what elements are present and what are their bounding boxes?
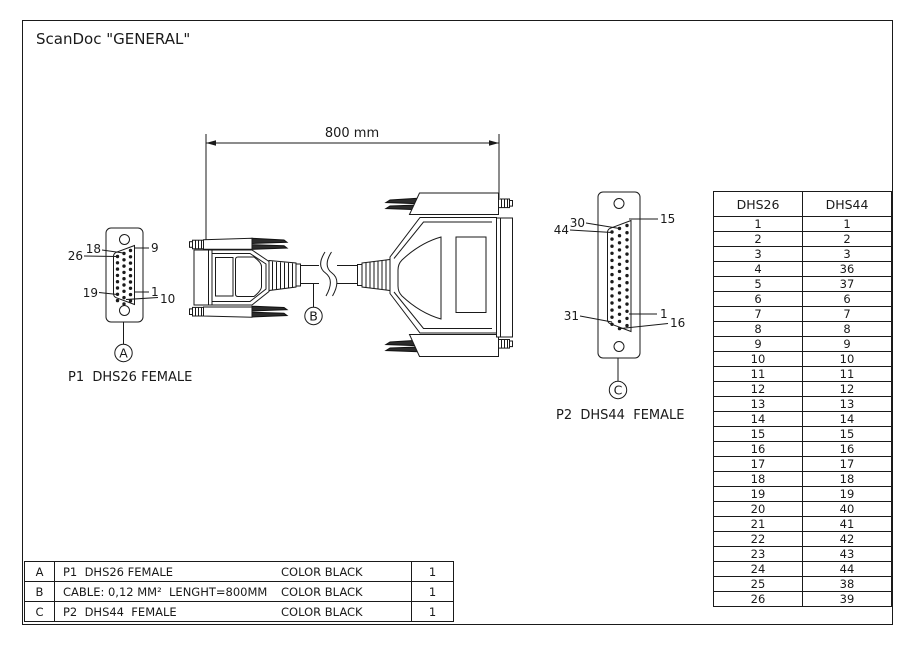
p2-pin-label-44: 44 (553, 223, 569, 237)
pin-dot (116, 286, 119, 289)
pin-dot (618, 241, 621, 244)
pin-dot (618, 313, 621, 316)
pin-dot (122, 271, 125, 274)
pin-table-cell: 16 (714, 442, 803, 457)
pin-table-cell: 12 (803, 382, 892, 397)
p1-jackscrew-top (252, 238, 287, 243)
pin-table-header-row (714, 192, 892, 217)
bom-row (25, 562, 454, 582)
pin-table-cell: 15 (714, 427, 803, 442)
bom-cell: 1 (412, 582, 454, 602)
pin-table-cell: 6 (803, 292, 892, 307)
pin-dot (625, 267, 628, 270)
p2-pin-label-30: 30 (569, 216, 585, 230)
p1-jackscrew-bottom (252, 306, 287, 311)
pin-table-row (714, 307, 892, 322)
pin-dot (129, 255, 132, 258)
p2-flange-top-edge (410, 193, 499, 215)
pin-table-cell: 22 (714, 532, 803, 547)
pin-table-cell: 20 (714, 502, 803, 517)
pin-table-cell: 11 (803, 367, 892, 382)
pin-dot (122, 252, 125, 255)
dimension-arrow-left (206, 140, 216, 145)
pin-table-row (714, 562, 892, 577)
pin-table-row (714, 487, 892, 502)
pin-dot (625, 231, 628, 234)
pin-dot (129, 274, 132, 277)
p1-flange-top-edge (204, 238, 253, 249)
pin-table-cell: 10 (803, 352, 892, 367)
p2-mating-flange (497, 218, 513, 337)
pin-dot (129, 268, 132, 271)
pin-table-row (714, 322, 892, 337)
p2-screw-hole-top (614, 199, 624, 209)
page-title: ScanDoc "GENERAL" (36, 30, 191, 48)
pin-table-cell: 37 (803, 277, 892, 292)
pin-dot (122, 296, 125, 299)
pin-table-cell: 10 (714, 352, 803, 367)
pin-table-cell: 40 (803, 502, 892, 517)
pin-dot (122, 290, 125, 293)
pin-table-row (714, 352, 892, 367)
cable-assembly-right-backshell (358, 193, 513, 357)
pin-dot (618, 277, 621, 280)
pin-table-body (714, 217, 892, 607)
pin-dot (625, 281, 628, 284)
pin-table-row (714, 532, 892, 547)
p1-pin-label-1: 1 (151, 285, 159, 299)
pin-table-cell: 8 (714, 322, 803, 337)
p2-jackscrew-top (386, 198, 418, 203)
pin-dot (122, 302, 125, 305)
cable-assembly-left-backshell (190, 238, 301, 317)
p1-screw-hole-bottom (120, 306, 130, 316)
pin-dot (129, 249, 132, 252)
bom-cell: B (25, 582, 55, 602)
pin-table-cell: 13 (714, 397, 803, 412)
pin-dot (610, 245, 613, 248)
pin-dot (625, 238, 628, 241)
dimension-arrow-right (489, 140, 499, 145)
pin-table-cell: 16 (803, 442, 892, 457)
pin-dot (618, 320, 621, 323)
pin-table-row (714, 457, 892, 472)
pin-dot (618, 284, 621, 287)
pin-dot (618, 327, 621, 330)
pin-table-row (714, 217, 892, 232)
pin-dot (618, 248, 621, 251)
pin-table-cell: 21 (714, 517, 803, 532)
pin-dot (625, 317, 628, 320)
pin-table-cell: 42 (803, 532, 892, 547)
pin-table-cell: 19 (714, 487, 803, 502)
pin-table-row (714, 367, 892, 382)
pin-table-row (714, 262, 892, 277)
p1-jackscrew-top2 (252, 245, 287, 250)
pin-table-cell: 39 (803, 592, 892, 607)
pin-dot (618, 291, 621, 294)
p1-screw-hole-top (120, 235, 130, 245)
pin-dot (610, 294, 613, 297)
pin-table-cell: 3 (803, 247, 892, 262)
p2-screw-hole-bottom (614, 342, 624, 352)
pin-table-cell: 11 (714, 367, 803, 382)
p1-pin-label-9: 9 (151, 241, 159, 255)
pin-dot (610, 259, 613, 262)
balloon-c-label: C (613, 382, 623, 398)
pin-table-row (714, 547, 892, 562)
pin-dot (122, 264, 125, 267)
pin-dot (625, 245, 628, 248)
pin-table-cell: 2 (714, 232, 803, 247)
pin-dot (610, 308, 613, 311)
pin-dot (129, 280, 132, 283)
dimension-label: 800 mm (324, 126, 380, 141)
p2-pin-label-16: 16 (670, 316, 686, 330)
p1-pin-label-26: 26 (67, 249, 83, 263)
bom-cell: 1 (412, 602, 454, 622)
pin-dot (625, 324, 628, 327)
pin-table-cell: 44 (803, 562, 892, 577)
pin-dot (116, 274, 119, 277)
pin-table-cell: 14 (803, 412, 892, 427)
p1-jackscrew-bottom2 (252, 312, 287, 317)
pin-table-row (714, 382, 892, 397)
p2-flange-bottom-edge (410, 335, 499, 357)
pin-table-row (714, 592, 892, 607)
pin-table-row (714, 247, 892, 262)
bom-row (25, 582, 454, 602)
cable-break-symbol (321, 252, 331, 296)
pin-table-cell: 36 (803, 262, 892, 277)
p1-pin-label-19: 19 (82, 286, 98, 300)
pin-table-row (714, 577, 892, 592)
connector-p2-caption: P2 DHS44 FEMALE (556, 408, 685, 423)
pin-table-row (714, 472, 892, 487)
pin-table-cell: 23 (714, 547, 803, 562)
pin-dot (116, 261, 119, 264)
pin-mapping-table (713, 191, 892, 607)
pin-dot (116, 267, 119, 270)
pin-table-cell: 41 (803, 517, 892, 532)
pin-table-cell: 12 (714, 382, 803, 397)
pin-dot (610, 323, 613, 326)
pin-table-row (714, 232, 892, 247)
pin-table-cell: 19 (803, 487, 892, 502)
p2-pin-label-15: 15 (660, 212, 676, 226)
pin-table-cell: 7 (714, 307, 803, 322)
p2-front-face (456, 237, 486, 313)
balloon-b-label: B (309, 308, 318, 324)
bom-cell: CABLE: 0,12 MM² LENGHT=800MM COLOR BLACK (55, 582, 412, 602)
pin-dot (618, 305, 621, 308)
bom-cell: A (25, 562, 55, 582)
pin-dot (610, 301, 613, 304)
bom-table-body (25, 562, 454, 622)
pin-table-cell: 4 (714, 262, 803, 277)
pin-dot (618, 270, 621, 273)
pin-table-cell: 1 (803, 217, 892, 232)
pin-dot (610, 273, 613, 276)
pin-table-header-dhs26: DHS26 (714, 192, 803, 217)
pin-dot (625, 288, 628, 291)
bom-cell: C (25, 602, 55, 622)
pin-dot (610, 266, 613, 269)
p1-pin-label-18: 18 (85, 242, 101, 256)
pin-table-cell: 5 (714, 277, 803, 292)
pin-table-cell: 8 (803, 322, 892, 337)
pin-table-row (714, 292, 892, 307)
pin-dot (625, 224, 628, 227)
pin-table-cell: 43 (803, 547, 892, 562)
p1-shell-side (216, 258, 234, 297)
p1-flange-bottom-edge (204, 307, 253, 317)
pin-table-cell: 7 (803, 307, 892, 322)
bom-cell: P2 DHS44 FEMALE COLOR BLACK (55, 602, 412, 622)
pin-table-cell: 13 (803, 397, 892, 412)
balloon-a-label: A (119, 345, 128, 361)
pin-table-cell: 26 (714, 592, 803, 607)
pin-dot (618, 298, 621, 301)
pin-table-header-dhs44: DHS44 (803, 192, 892, 217)
p1-strain-relief (269, 261, 296, 291)
pin-table-row (714, 412, 892, 427)
bom-cell: 1 (412, 562, 454, 582)
bom-table (24, 561, 454, 622)
pin-table-row (714, 277, 892, 292)
bom-row (25, 602, 454, 622)
pin-dot (129, 287, 132, 290)
bom-cell: P1 DHS26 FEMALE COLOR BLACK (55, 562, 412, 582)
pin-dot (618, 255, 621, 258)
pin-table-cell: 1 (714, 217, 803, 232)
pin-dot (618, 263, 621, 266)
pin-table-row (714, 397, 892, 412)
pin-table-cell: 2 (803, 232, 892, 247)
pin-dot (610, 280, 613, 283)
p2-jackscrew-bottom2 (386, 347, 418, 352)
pin-table-cell: 9 (714, 337, 803, 352)
pin-dot (129, 293, 132, 296)
pin-dot (625, 302, 628, 305)
pin-dot (129, 261, 132, 264)
connector-p1-caption: P1 DHS26 FEMALE (68, 370, 193, 385)
pin-table-cell: 17 (714, 457, 803, 472)
p2-pin-label-31: 31 (563, 309, 579, 323)
pin-table-cell: 6 (714, 292, 803, 307)
pin-dot (122, 283, 125, 286)
pin-table-row (714, 337, 892, 352)
pin-dot (625, 252, 628, 255)
pin-table-cell: 18 (803, 472, 892, 487)
p1-pin-label-10: 10 (160, 292, 176, 306)
pin-table-row (714, 427, 892, 442)
pin-table-cell: 14 (714, 412, 803, 427)
pin-dot (625, 295, 628, 298)
pin-dot (116, 299, 119, 302)
pin-dot (618, 234, 621, 237)
pin-table-cell: 3 (714, 247, 803, 262)
pin-dot (610, 287, 613, 290)
pin-table-row (714, 442, 892, 457)
pin-table-cell: 38 (803, 577, 892, 592)
p2-pin-label-1: 1 (660, 307, 668, 321)
pin-dot (625, 274, 628, 277)
pin-dot (610, 237, 613, 240)
p1-mating-flange (194, 250, 212, 305)
pin-table-cell: 9 (803, 337, 892, 352)
pin-dot (116, 280, 119, 283)
pin-dot (610, 316, 613, 319)
pin-table-cell: 18 (714, 472, 803, 487)
pin-table-row (714, 517, 892, 532)
pin-dot (122, 258, 125, 261)
pin-table-cell: 15 (803, 427, 892, 442)
pin-dot (610, 252, 613, 255)
pin-table-row (714, 502, 892, 517)
pin-table-cell: 17 (803, 457, 892, 472)
pin-table-cell: 24 (714, 562, 803, 577)
pin-dot (625, 310, 628, 313)
pin-table-cell: 25 (714, 577, 803, 592)
pin-dot (122, 277, 125, 280)
pin-dot (625, 260, 628, 263)
